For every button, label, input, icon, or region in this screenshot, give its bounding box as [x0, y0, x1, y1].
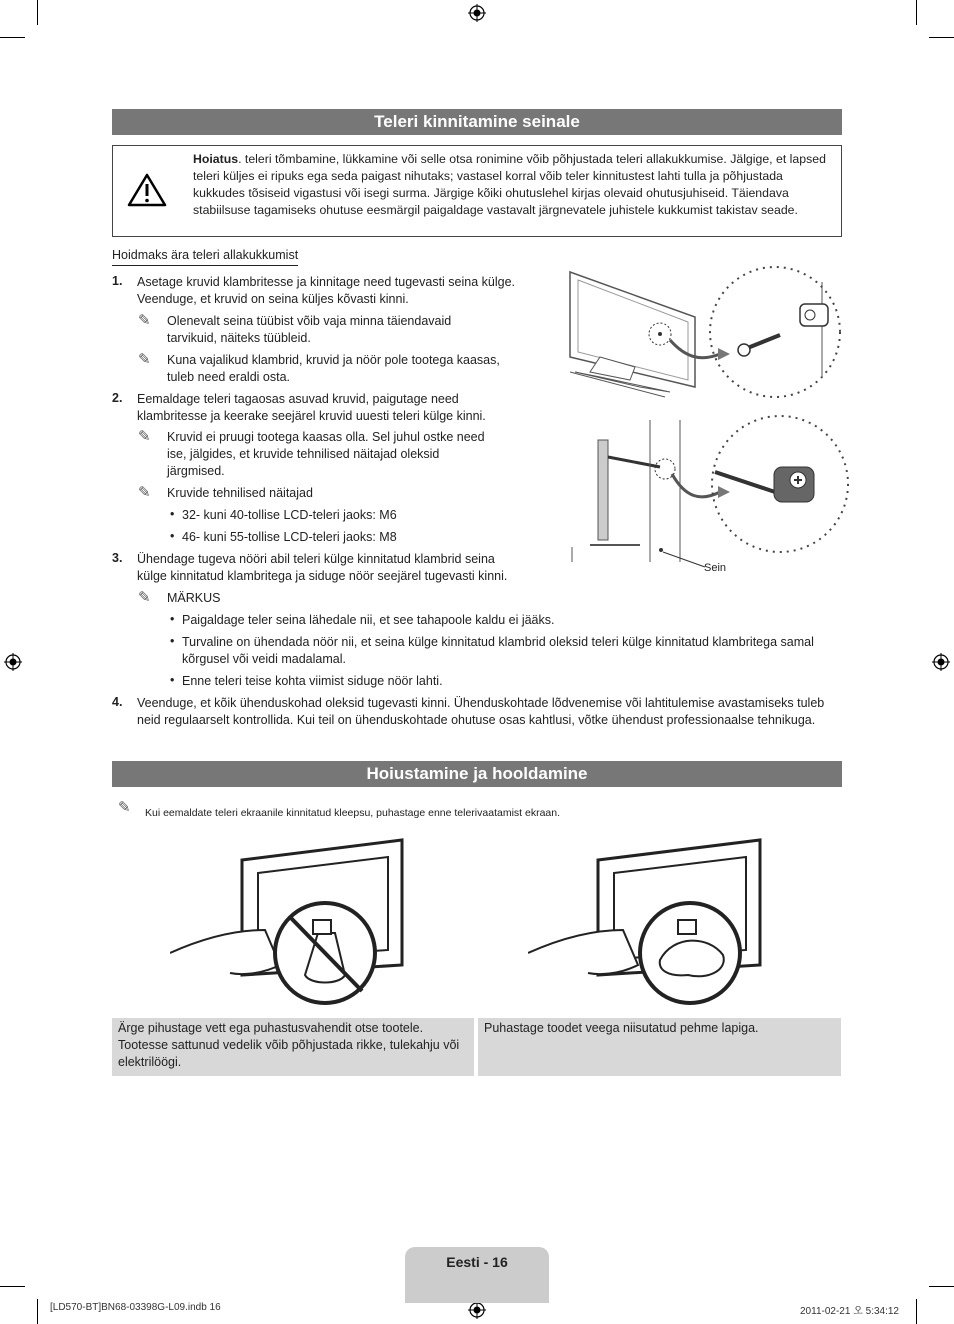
crop-mark [0, 1286, 25, 1287]
note-text: Kruvide tehnilised näitajad [167, 486, 313, 500]
pencil-note-icon: ✎ [138, 589, 151, 606]
list-item-text: Paigaldage teler seina lähedale nii, et see tahapoole kaldu ei jääks. [182, 613, 555, 627]
note-label: MÄRKUS [167, 591, 221, 605]
step-text: Eemaldage teleri tagaosas asuvad kruvid, paigutage need klambritesse ja keerake seejärel kruvid uuesti teleri külge kinni. [137, 392, 486, 423]
no-spray-illustration [170, 835, 410, 1010]
pencil-note-icon: ✎ [138, 484, 151, 501]
warning-body: . teleri tõmbamine, lükkamine või selle otsa ronimine võib põhjustada teleri allakukkumise. Jälgige, et lapsed teleri küljes ei ripuks ega seda paigast nihutaks; vastasel korral võib teler kinnitustest lahti tulla ja põhjustada kukkudes tõsiseid vigastusi või isegi surma. Järgige kõiki ohutuslehel kirjas olevaid ohutusjuhiseid. Täiendava stabiilsuse tagamiseks ohutuse eesmärgil paigaldage vastavalt järgnevatele juhistele kukkumist takistav seade. [193, 152, 826, 217]
crop-mark [37, 0, 38, 25]
crop-mark [929, 1286, 954, 1287]
crop-mark [916, 0, 917, 25]
note-text: Kuna vajalikud klambrid, kruvid ja nöör pole tootega kaasas, tuleb need eraldi osta. [167, 353, 500, 384]
list-item-text: Enne teleri teise kohta viimist siduge nöör lahti. [182, 674, 443, 688]
crop-mark [929, 37, 954, 38]
warning-text [193, 151, 833, 219]
cloth-clean-illustration [528, 835, 768, 1010]
list-item-text: 46- kuni 55-tollise LCD-teleri jaoks: M8 [182, 530, 397, 544]
step-number: 2. [112, 391, 123, 405]
pencil-note-icon: ✎ [138, 312, 151, 329]
warning-triangle-icon [127, 172, 167, 208]
step-text: Veenduge, et kõik ühenduskohad oleksid tugevasti kinni. Ühenduskohtade lõdvenemise või lahtitulemise avastamiseks tuleb neid regulaarselt kontrollida. Kui teil on ühenduskohtade ohutuse osas kahtlusi, võtke ühendust professionaalse tehnikuga. [137, 696, 825, 727]
footer-file: [LD570-BT]BN68-03398G-L09.indb 16 [50, 1302, 221, 1313]
list-item-text: Turvaline on ühendada nöör nii, et seina külge kinnitatud klambrid oleksid teleri külge kinnitatud klambritega samal kõrgusel või veidi madalamal. [182, 635, 814, 666]
footer-date: 2011-02-21 오 5:34:12 [800, 1306, 899, 1317]
note-text: Olenevalt seina tüübist võib vaja minna täiendavaid tarvikuid, näiteks tüübleid. [167, 314, 452, 345]
caption-left: Ärge pihustage vett ega puhastusvahendit otse tootele. Tootesse sattunud vedelik võib põhjustada rikke, tulekahju või elektrilöögi. [112, 1018, 474, 1076]
step-text: Ühendage tugeva nööri abil teleri külge kinnitatud klambrid seina külge kinnitatud klambritega ja siduge nöör seejärel tugevasti kinni. [137, 552, 508, 583]
section-title-storage: Hoiustamine ja hooldamine [112, 761, 842, 787]
crop-mark [916, 1299, 917, 1324]
step-text: Asetage kruvid klambritesse ja kinnitage need tugevasti seina külge. Veenduge, et kruvid on seina küljes kõvasti kinni. [137, 275, 515, 306]
registration-mark-icon [4, 653, 22, 671]
registration-mark-icon [468, 1301, 486, 1319]
note-text: Kruvid ei pruugi tootega kaasas olla. Sel juhul ostke need ise, jälgides, et kruvide tehnilised näitajad oleksid järgmised. [167, 430, 485, 478]
pencil-note-icon: ✎ [138, 351, 151, 368]
crop-mark [0, 37, 25, 38]
list-item: • [170, 507, 175, 521]
caption-right: Puhastage toodet veega niisutatud pehme lapiga. [478, 1018, 841, 1076]
step-number: 1. [112, 274, 123, 288]
step-number: 4. [112, 695, 123, 709]
step-number: 3. [112, 551, 123, 565]
page-number: Eesti - 16 [446, 1254, 508, 1270]
list-item: • [170, 634, 175, 648]
warning-bold-label: Hoiatus [193, 152, 239, 166]
note-text: Kui eemaldate teleri ekraanile kinnitatud kleepsu, puhastage enne telerivaatamist ekraan. [145, 807, 561, 819]
list-item: • [170, 673, 175, 687]
crop-mark [37, 1299, 38, 1324]
wall-mount-illustration [560, 262, 850, 582]
wall-label: Sein [704, 562, 727, 574]
warning-box [112, 145, 842, 237]
pencil-note-icon: ✎ [118, 799, 131, 816]
list-item: • [170, 612, 175, 626]
registration-mark-icon [468, 4, 486, 22]
registration-mark-icon [932, 653, 950, 671]
pencil-note-icon: ✎ [138, 428, 151, 445]
section-title-wall-mount: Teleri kinnitamine seinale [112, 109, 842, 135]
list-item: • [170, 529, 175, 543]
list-item-text: 32- kuni 40-tollise LCD-teleri jaoks: M6 [182, 508, 397, 522]
subheading: Hoidmaks ära teleri allakukkumist [112, 248, 298, 266]
